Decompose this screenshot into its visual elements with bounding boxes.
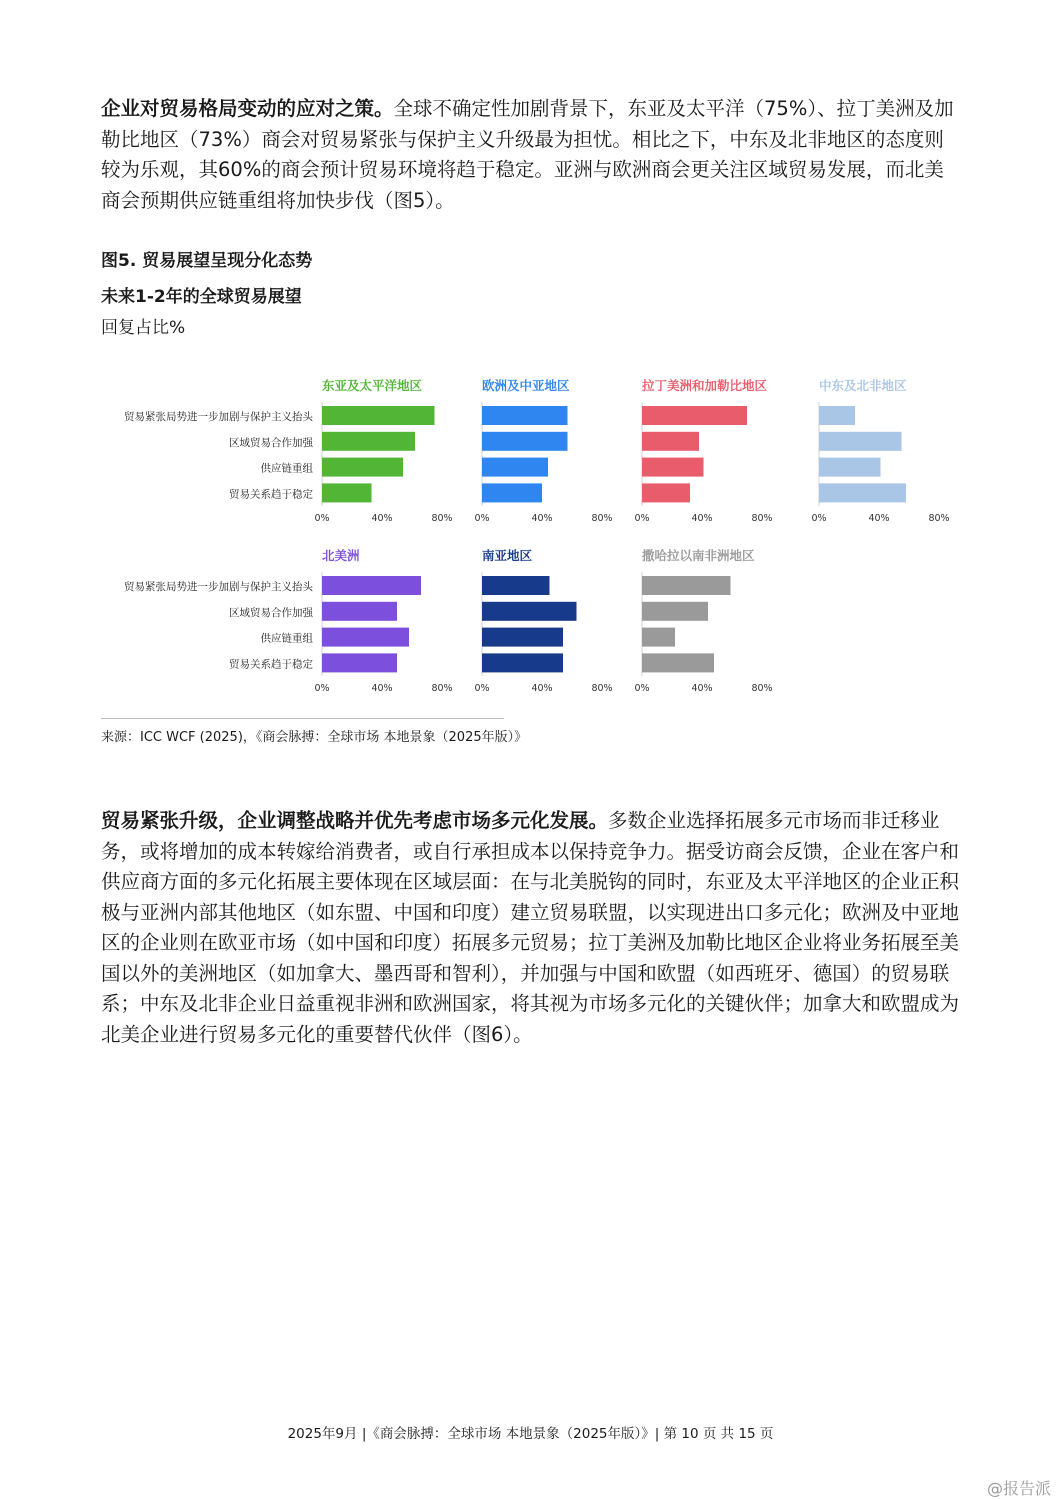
x-tick-label: 80%: [591, 513, 613, 524]
bar: [322, 628, 409, 647]
panel-title: 南亚地区: [482, 548, 533, 563]
bar: [322, 458, 403, 477]
diversification-paragraph-body: 多数企业选择拓展多元市场而非迁移业务，或将增加的成本转嫁给消费者，或自行承担成本以保持竞争力。据受访商会反馈，企业在客户和供应商方面的多元化拓展主要体现在区域层面：在与北美脱钩的同时，东亚及太平洋地区的企业正积极与亚洲内部其他地区（如东盟、中国和印度）建立贸易联盟，以实现进出口多元化；欧洲及中亚地区的企业则在欧亚市场（如中国和印度）拓展多元贸易；拉丁美洲及加勒比地区企业将业务拓展至美国以外的美洲地区（如加拿大、墨西哥和智利），并加强与中国和欧盟（如西班牙、德国）的贸易联系；中东及北非企业日益重视非洲和欧洲国家，将其视为市场多元化的关键伙伴；加拿大和欧盟成为北美企业进行贸易多元化的重要替代伙伴（图6）。: [101, 809, 960, 1046]
x-tick-label: 80%: [751, 683, 773, 694]
bar: [482, 653, 563, 672]
figure-unit: 回复占比%: [101, 318, 186, 338]
figure-subtitle: 未来1-2年的全球贸易展望: [101, 287, 302, 307]
x-tick-label: 0%: [634, 513, 650, 524]
source-note: 来源：ICC WCF (2025)，《商会脉搏：全球市场 本地景象（2025年版）》: [101, 730, 528, 745]
x-tick-label: 0%: [634, 683, 650, 694]
x-tick-label: 40%: [531, 683, 553, 694]
panel-title: 撒哈拉以南非洲地区: [642, 548, 755, 563]
panel-title: 北美洲: [322, 548, 360, 563]
bar: [322, 602, 397, 621]
x-tick-label: 40%: [531, 513, 553, 524]
bar: [482, 576, 550, 595]
category-label: 贸易关系趋于稳定: [229, 488, 313, 501]
category-label: 贸易紧张局势进一步加剧与保护主义抬头: [124, 581, 313, 593]
bar: [819, 458, 881, 477]
panel-title: 中东及北非地区: [819, 378, 907, 393]
x-tick-label: 0%: [314, 513, 330, 524]
x-tick-label: 40%: [691, 513, 713, 524]
trade-outlook-chart: [0, 360, 1061, 700]
x-tick-label: 40%: [691, 683, 713, 694]
bar: [642, 602, 708, 621]
diversification-paragraph: [101, 806, 961, 1050]
bar: [642, 406, 747, 425]
page-footer: 2025年9月 |《商会脉搏：全球市场 本地景象（2025年版）》| 第 10 页 共 15 页: [287, 1426, 774, 1442]
bar: [819, 483, 906, 502]
watermark: @报告派: [986, 1479, 1051, 1498]
x-tick-label: 0%: [474, 683, 490, 694]
bar: [322, 576, 421, 595]
panel-title: 东亚及太平洋地区: [322, 378, 423, 393]
x-tick-label: 40%: [868, 513, 890, 524]
x-tick-label: 80%: [591, 683, 613, 694]
x-tick-label: 80%: [431, 683, 453, 694]
source-divider: [101, 718, 504, 719]
x-tick-label: 80%: [928, 513, 950, 524]
x-tick-label: 80%: [751, 513, 773, 524]
bar: [322, 432, 415, 451]
bar: [482, 602, 577, 621]
bar: [482, 458, 548, 477]
bar: [642, 483, 690, 502]
bar: [819, 432, 902, 451]
bar: [642, 432, 699, 451]
x-tick-label: 0%: [314, 683, 330, 694]
intro-paragraph: [101, 94, 961, 216]
bar: [642, 628, 675, 647]
x-tick-label: 0%: [474, 513, 490, 524]
x-tick-label: 0%: [811, 513, 827, 524]
bar: [322, 653, 397, 672]
panel-title: 拉丁美洲和加勒比地区: [642, 378, 768, 393]
x-tick-label: 40%: [371, 513, 393, 524]
category-label: 区域贸易合作加强: [229, 606, 313, 619]
bar: [642, 653, 714, 672]
intro-paragraph-body: 全球不确定性加剧背景下，东亚及太平洋（75%）、拉丁美洲及加勒比地区（73%）商会对贸易紧张与保护主义升级最为担忧。相比之下，中东及北非地区的态度则较为乐观，其60%的商会预计贸易环境将趋于稳定。亚洲与欧洲商会更关注区域贸易发展，而北美商会预期供应链重组将加快步伐（图5）。: [101, 97, 954, 212]
intro-paragraph-lead: 企业对贸易格局变动的应对之策。: [101, 97, 394, 120]
x-tick-label: 80%: [431, 513, 453, 524]
bar: [322, 483, 372, 502]
bar: [482, 432, 568, 451]
bar: [322, 406, 435, 425]
bar: [819, 406, 855, 425]
diversification-paragraph-lead: 贸易紧张升级，企业调整战略并优先考虑市场多元化发展。: [101, 809, 609, 832]
category-label: 供应链重组: [260, 632, 313, 645]
category-label: 区域贸易合作加强: [229, 436, 313, 449]
category-label: 供应链重组: [260, 462, 313, 475]
bar: [482, 406, 568, 425]
bar: [482, 483, 542, 502]
x-tick-label: 40%: [371, 683, 393, 694]
bar: [642, 458, 704, 477]
category-label: 贸易紧张局势进一步加剧与保护主义抬头: [124, 411, 313, 423]
bar: [642, 576, 731, 595]
category-label: 贸易关系趋于稳定: [229, 658, 313, 671]
panel-title: 欧洲及中亚地区: [482, 378, 570, 393]
bar: [482, 628, 563, 647]
figure-title: 图5. 贸易展望呈现分化态势: [101, 251, 313, 271]
